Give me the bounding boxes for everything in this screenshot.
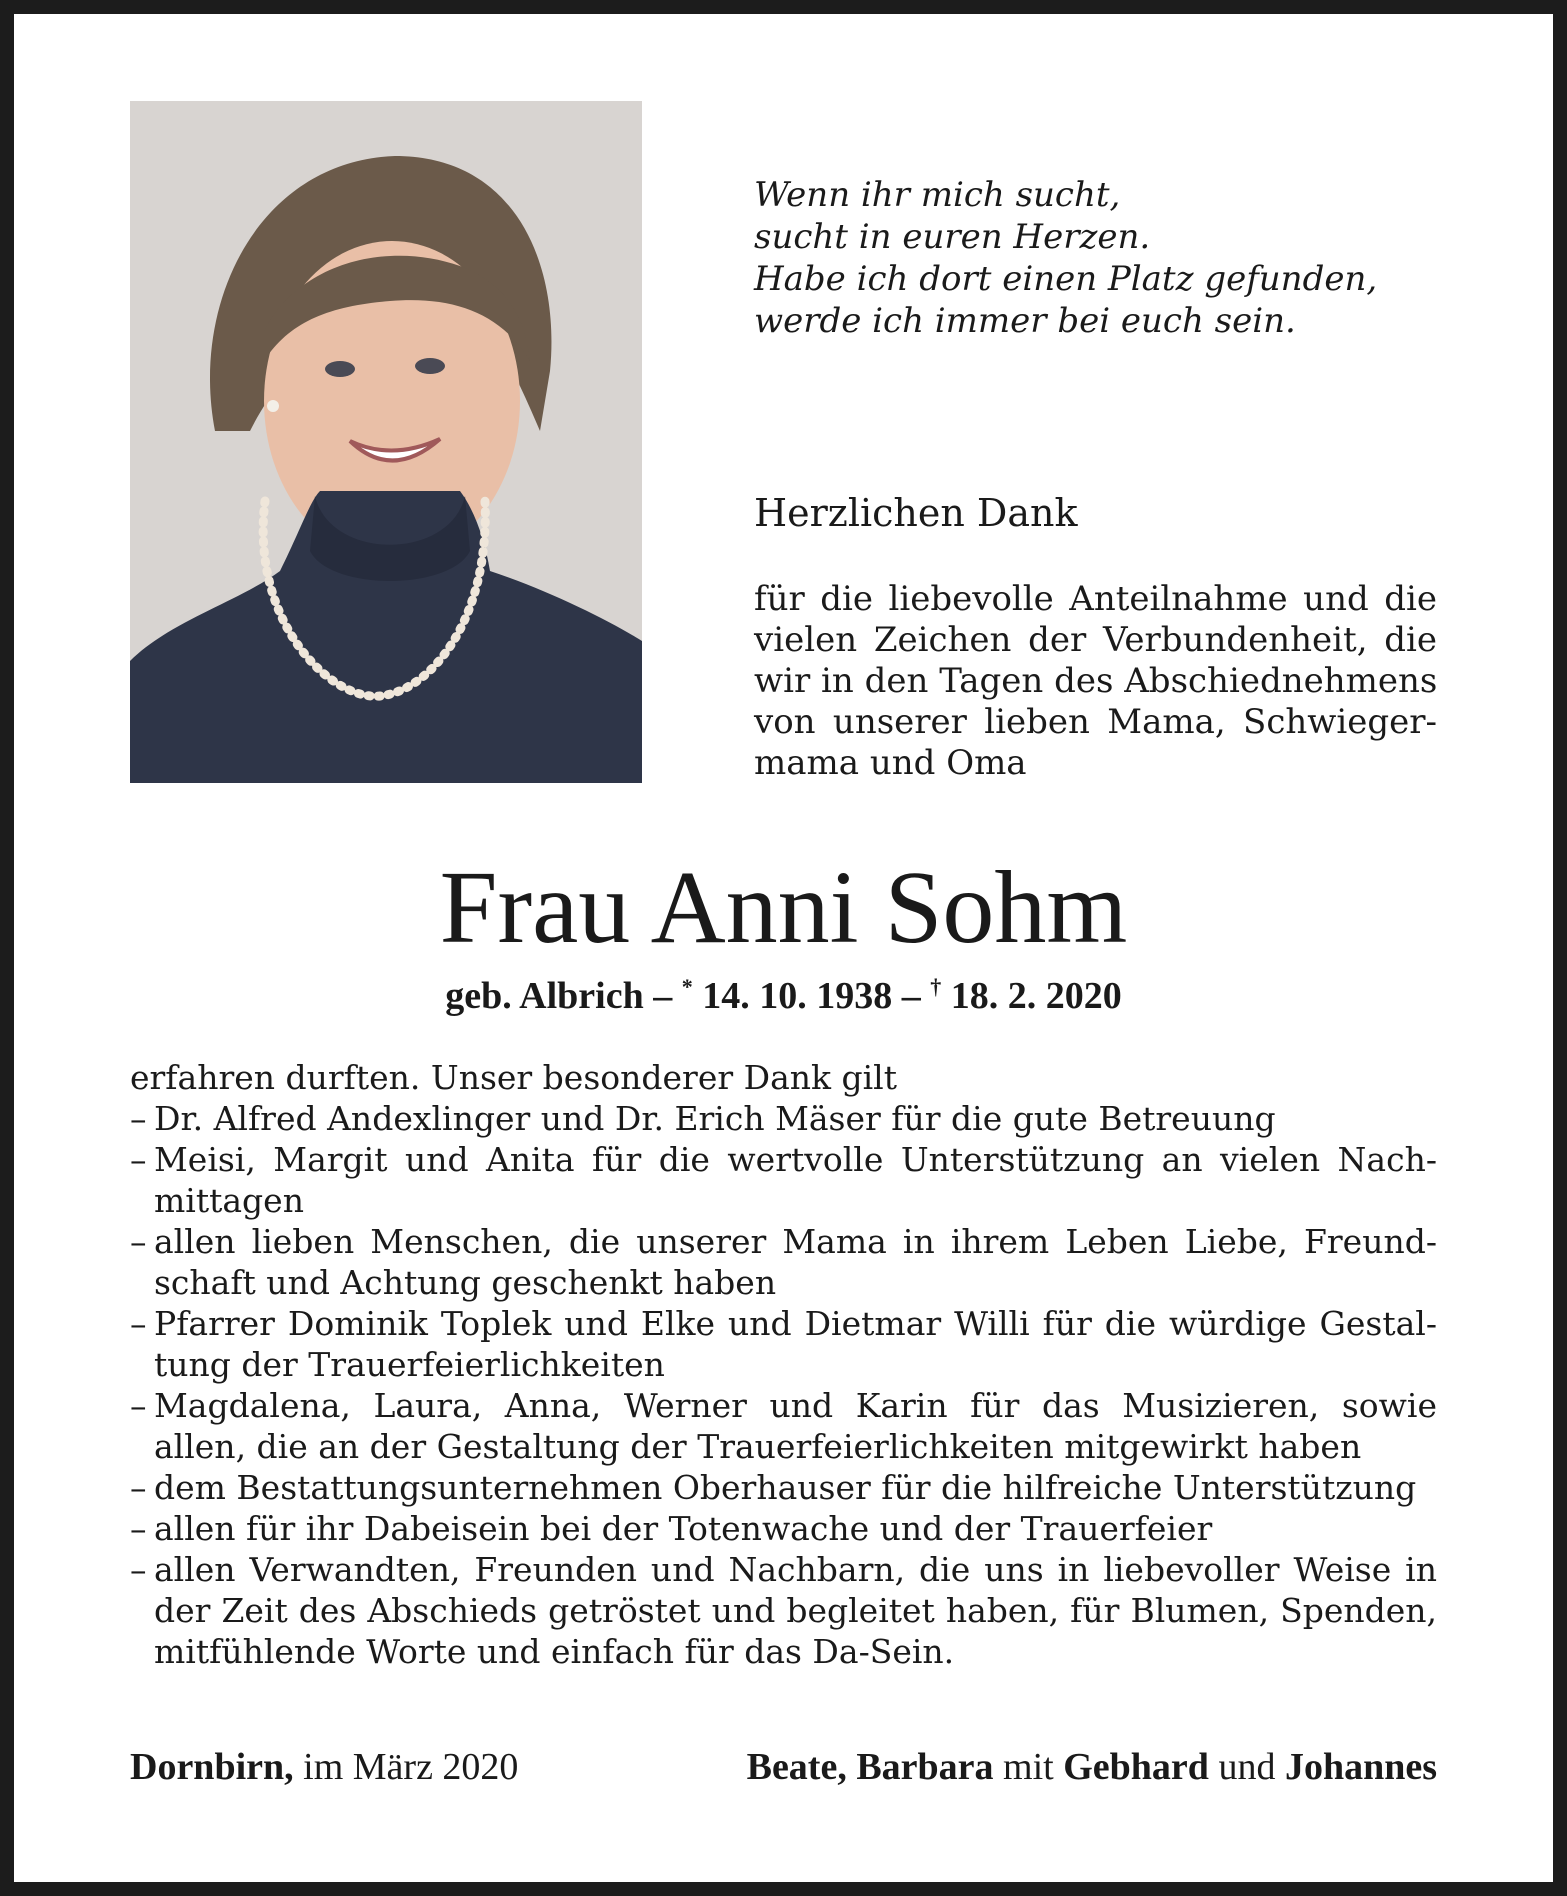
death-symbol: † [930,974,942,999]
separator: – [892,975,931,1017]
list-item-text [154,1508,1437,1549]
list-item [130,1508,1437,1549]
signatory-names: Beate, Barbara [746,1746,994,1788]
birth-symbol: * [681,974,693,999]
signature-line [130,1743,1437,1793]
place-date [130,1743,518,1791]
list-item-text [154,1549,1437,1672]
life-dates [0,973,1567,1019]
poem-line: werde ich immer bei euch sein. [754,301,1296,341]
intro-text [754,579,1437,784]
list-item [130,1221,1437,1303]
list-item-line: Dr. Alfred Andexlinger und Dr. Erich Mäser für die gute Betreuung [154,1099,1276,1138]
birth-date: 14. 10. 1938 [692,975,893,1017]
place: Dornbirn, [130,1746,294,1788]
list-item-text [154,1221,1437,1303]
signatory-name: Gebhard [1063,1746,1209,1788]
list-item [130,1467,1437,1508]
list-item-line: mitfühlende Worte und einfach für das Da-Sein. [154,1632,955,1671]
poem-line: Wenn ihr mich sucht, [754,175,1121,215]
list-item-text [154,1467,1437,1508]
list-item-line: Meisi, Margit und Anita für die wertvolle Unterstützung an vielen Nach- [154,1140,1437,1179]
signatory-name: Johannes [1284,1746,1437,1788]
list-item-line: der Zeit des Abschieds getröstet und begleitet haben, für Blumen, Spenden, [154,1591,1437,1630]
list-item-line: allen, die an der Gestaltung der Trauerfeierlichkeiten mitgewirkt haben [154,1427,1362,1466]
intro-line: vielen Zeichen der Verbundenheit, die [754,620,1437,660]
list-item-line: allen lieben Menschen, die unserer Mama in ihrem Leben Liebe, Freund- [154,1222,1437,1261]
signatories [747,1743,1437,1791]
list-item-line: allen für ihr Dabeisein bei der Totenwache und der Trauerfeier [154,1509,1213,1548]
thanks-heading: Herzlichen Dank [754,491,1078,535]
list-item [130,1385,1437,1467]
list-dash: – [130,1550,147,1589]
poem [754,174,1454,342]
intro-line: mama und Oma [754,743,1027,783]
list-dash: – [130,1304,147,1343]
intro-line: für die liebevolle Anteilnahme und die [754,579,1437,619]
list-item [130,1549,1437,1672]
list-item-line: mittagen [154,1181,304,1220]
list-item-line: schaft und Achtung geschenkt haben [154,1263,777,1302]
list-dash: – [130,1099,147,1138]
list-dash: – [130,1468,147,1507]
list-item-text [154,1385,1437,1467]
list-dash: – [130,1140,147,1179]
separator: – [643,975,682,1017]
list-item-text [154,1303,1437,1385]
maiden-name: geb. Albrich [445,975,644,1017]
poem-line: Habe ich dort einen Platz gefunden, [754,259,1378,299]
intro-line: wir in den Tagen des Abschiednehmens [754,661,1438,701]
connector: und [1208,1746,1285,1788]
list-item-line: Magdalena, Laura, Anna, Werner und Karin für das Musizieren, sowie [154,1386,1437,1425]
list-item [130,1139,1437,1221]
list-dash: – [130,1509,147,1548]
poem-line: sucht in euren Herzen. [754,217,1151,257]
list-item-text [154,1098,1437,1139]
list-dash: – [130,1386,147,1425]
deceased-name: Frau Anni Sohm [439,850,1128,965]
list-item-line: Pfarrer Dominik Toplek und Elke und Dietmar Willi für die würdige Gestal- [154,1304,1437,1343]
list-dash: – [130,1222,147,1261]
list-item [130,1098,1437,1139]
connector: mit [993,1746,1064,1788]
thanks-list [130,1098,1437,1672]
portrait-illustration [130,101,642,783]
list-item-line: allen Verwandten, Freunden und Nachbarn, die uns in liebevoller Weise in [154,1550,1437,1589]
death-date: 18. 2. 2020 [941,975,1122,1017]
body-lead: erfahren durften. Unser besonderer Dank gilt [130,1058,897,1097]
list-item-line: dem Bestattungsunternehmen Oberhauser für die hilfreiche Unterstützung [154,1468,1417,1507]
portrait-photo [130,101,642,783]
list-item-line: tung der Trauerfeierlichkeiten [154,1345,665,1384]
date: im März 2020 [293,1746,519,1788]
list-item-text [154,1139,1437,1221]
list-item [130,1303,1437,1385]
thanks-body [130,1057,1437,1672]
intro-line: von unserer lieben Mama, Schwieger- [754,702,1437,742]
